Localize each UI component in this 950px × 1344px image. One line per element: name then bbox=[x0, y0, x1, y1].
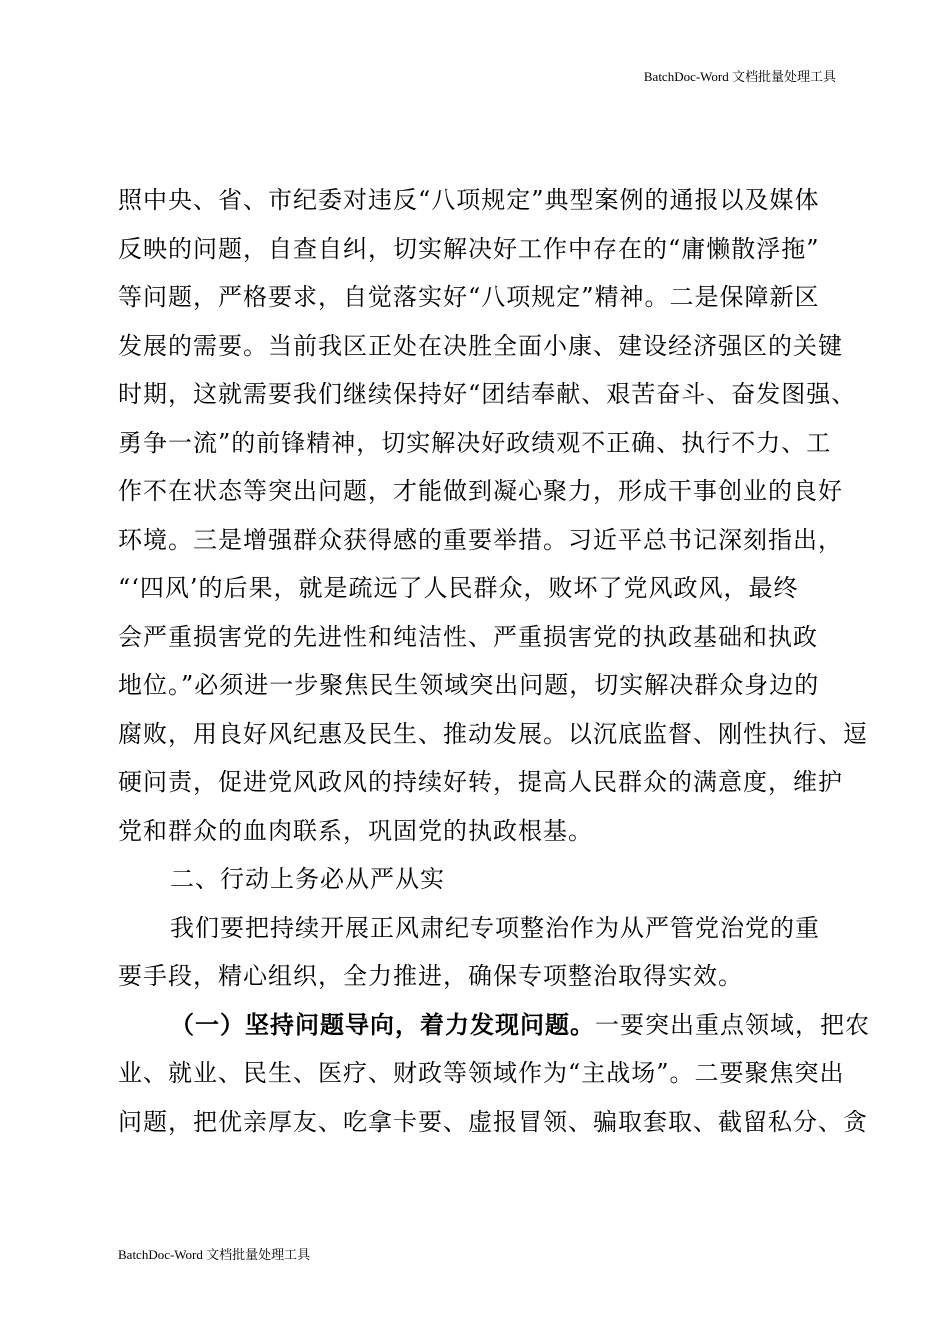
body-line: 党和群众的血肉联系，巩固党的执政根基。 bbox=[118, 816, 593, 845]
body-line: 等问题，严格要求，自觉落实好“八项规定”精神。二是保障新区 bbox=[118, 283, 820, 311]
body-line: 环境。三是增强群众获得感的重要举措。习近平总书记深刻指出， bbox=[118, 525, 843, 554]
body-line: 作不在状态等突出问题，才能做到凝心聚力，形成干事创业的良好 bbox=[118, 477, 843, 505]
body-line: 勇争一流”的前锋精神，切实解决好政绩观不正确、执行不力、工 bbox=[118, 428, 832, 457]
body-line: 照中央、省、市纪委对违反“八项规定”典型案例的通报以及媒体 bbox=[118, 186, 820, 214]
section-heading: 二、行动上务必从严从实 bbox=[170, 865, 445, 893]
body-line: 腐败，用良好风纪惠及民生、推动发展。以沉底监督、刚性执行、逗 bbox=[118, 719, 868, 748]
page-header: BatchDoc-Word 文档批量处理工具 bbox=[643, 69, 836, 84]
body-line bbox=[118, 1001, 870, 1050]
body-line: 会严重损害党的先进性和纯洁性、严重损害党的执政基础和执政 bbox=[118, 622, 818, 651]
body-line: “‘四风’的后果，就是疏远了人民群众，败坏了党风政风，最终 bbox=[118, 574, 799, 602]
body-text-run: 一要突出重点领域，把农 bbox=[595, 1010, 870, 1039]
body-line: 业、就业、民生、医疗、财政等领域作为“主战场”。二要聚焦突出 bbox=[118, 1059, 845, 1087]
body-line: 要手段，精心组织，全力推进，确保专项整治取得实效。 bbox=[118, 962, 743, 990]
page-footer: BatchDoc-Word 文档批量处理工具 bbox=[118, 1247, 311, 1262]
body-line: 地位。”必须进一步聚焦民生领域突出问题，切实解决群众身边的 bbox=[118, 671, 820, 699]
body-line: 发展的需要。当前我区正处在决胜全面小康、建设经济强区的关键 bbox=[118, 331, 843, 360]
body-line: 问题，把优亲厚友、吃拿卡要、虚报冒领、骗取套取、截留私分、贪 bbox=[118, 1107, 868, 1136]
body-line: 反映的问题，自查自纠，切实解决好工作中存在的“庸懒散浮拖” bbox=[118, 234, 820, 263]
body-line: 时期，这就需要我们继续保持好“团结奉献、艰苦奋斗、奋发图强、 bbox=[118, 380, 857, 408]
document-body bbox=[118, 176, 870, 1146]
body-line: 硬问责，促进党风政风的持续好转，提高人民群众的满意度，维护 bbox=[118, 768, 843, 796]
body-line: 我们要把持续开展正风肃纪专项整治作为从严管党治党的重 bbox=[170, 913, 820, 942]
subsection-lead: （一）坚持问题导向，着力发现问题。 bbox=[170, 1009, 595, 1039]
